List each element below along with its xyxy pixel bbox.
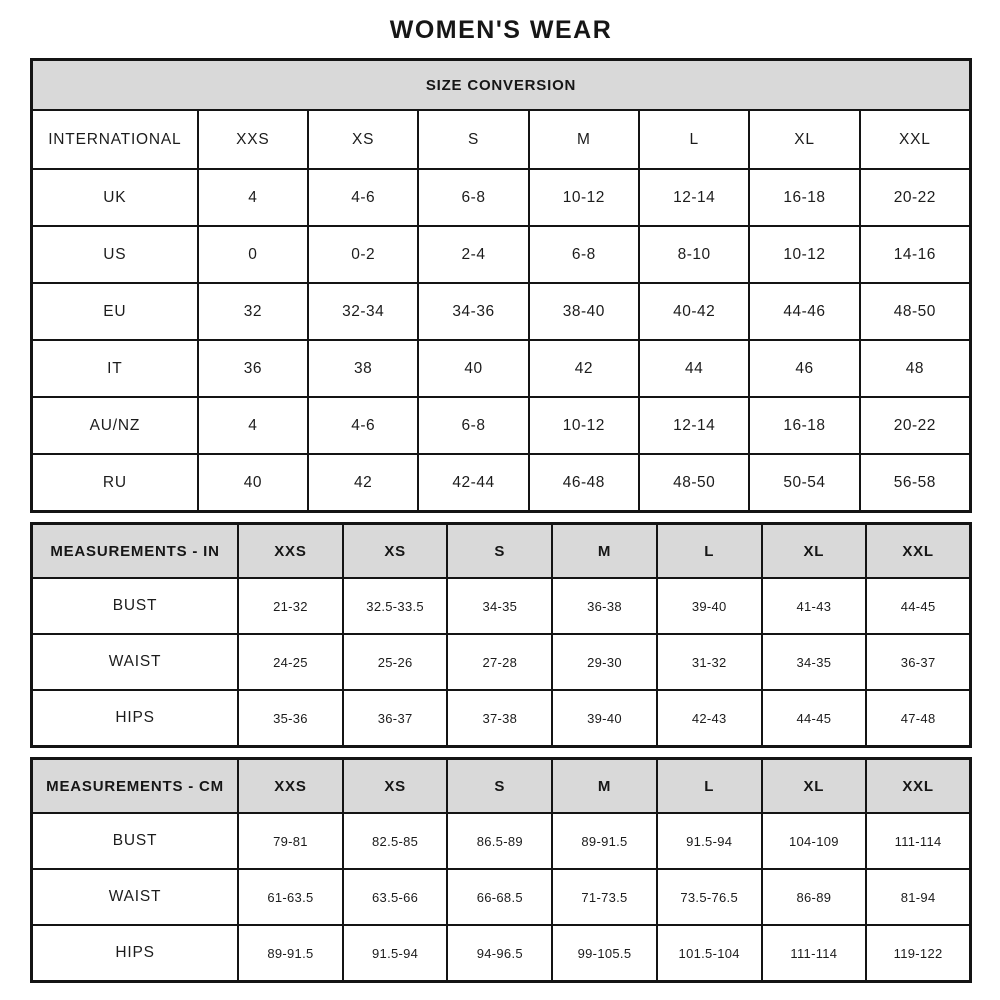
value-cell: 14-16 (860, 226, 971, 283)
value-cell: 104-109 (762, 813, 867, 869)
value-cell: 101.5-104 (657, 925, 762, 982)
value-cell: 40-42 (639, 283, 749, 340)
table-row (32, 454, 971, 512)
value-cell: 61-63.5 (238, 869, 343, 925)
column-header-xxl: XXL (866, 759, 970, 814)
value-cell: 66-68.5 (447, 869, 552, 925)
table-row (32, 925, 971, 982)
value-cell: 47-48 (866, 690, 970, 747)
value-cell: 46-48 (529, 454, 639, 512)
value-cell: 42 (529, 340, 639, 397)
value-cell: 89-91.5 (552, 813, 657, 869)
value-cell: 39-40 (552, 690, 657, 747)
row-label: AU/NZ (32, 397, 198, 454)
column-header-xl: XL (749, 110, 859, 169)
value-cell: 4-6 (308, 169, 418, 226)
value-cell: 4 (198, 397, 308, 454)
column-header-xxs: XXS (198, 110, 308, 169)
row-label: HIPS (32, 690, 239, 747)
column-header-xl: XL (762, 524, 867, 579)
table-row (32, 578, 971, 634)
value-cell: 21-32 (238, 578, 343, 634)
column-header-l: L (657, 524, 762, 579)
value-cell: 99-105.5 (552, 925, 657, 982)
value-cell: 36-38 (552, 578, 657, 634)
value-cell: 6-8 (529, 226, 639, 283)
column-header-xl: XL (762, 759, 867, 814)
value-cell: 38 (308, 340, 418, 397)
size-conversion-table (30, 58, 972, 513)
column-header-international: INTERNATIONAL (32, 110, 198, 169)
size-conversion-title: SIZE CONVERSION (32, 60, 971, 111)
value-cell: 37-38 (447, 690, 552, 747)
value-cell: 24-25 (238, 634, 343, 690)
value-cell: 34-35 (447, 578, 552, 634)
value-cell: 44 (639, 340, 749, 397)
value-cell: 42-44 (418, 454, 528, 512)
row-label: RU (32, 454, 198, 512)
value-cell: 79-81 (238, 813, 343, 869)
value-cell: 48 (860, 340, 971, 397)
value-cell: 32 (198, 283, 308, 340)
measurements-in-title: MEASUREMENTS - IN (32, 524, 239, 579)
value-cell: 44-45 (762, 690, 867, 747)
value-cell: 36 (198, 340, 308, 397)
column-header-xs: XS (343, 524, 448, 579)
value-cell: 4 (198, 169, 308, 226)
value-cell: 91.5-94 (657, 813, 762, 869)
value-cell: 111-114 (762, 925, 867, 982)
value-cell: 35-36 (238, 690, 343, 747)
column-header-xxs: XXS (238, 524, 343, 579)
value-cell: 41-43 (762, 578, 867, 634)
row-label: HIPS (32, 925, 239, 982)
value-cell: 0-2 (308, 226, 418, 283)
column-header-xs: XS (343, 759, 448, 814)
value-cell: 8-10 (639, 226, 749, 283)
row-label: BUST (32, 813, 239, 869)
column-header-s: S (447, 759, 552, 814)
value-cell: 71-73.5 (552, 869, 657, 925)
column-header-s: S (447, 524, 552, 579)
value-cell: 12-14 (639, 169, 749, 226)
value-cell: 34-36 (418, 283, 528, 340)
column-header-m: M (552, 524, 657, 579)
column-header-l: L (639, 110, 749, 169)
column-header-m: M (552, 759, 657, 814)
value-cell: 31-32 (657, 634, 762, 690)
column-header-xxl: XXL (866, 524, 970, 579)
value-cell: 32-34 (308, 283, 418, 340)
value-cell: 63.5-66 (343, 869, 448, 925)
row-label: UK (32, 169, 198, 226)
table-row (32, 169, 971, 226)
value-cell: 86-89 (762, 869, 867, 925)
value-cell: 34-35 (762, 634, 867, 690)
value-cell: 16-18 (749, 397, 859, 454)
table-row (32, 813, 971, 869)
value-cell: 0 (198, 226, 308, 283)
row-label: IT (32, 340, 198, 397)
value-cell: 86.5-89 (447, 813, 552, 869)
value-cell: 6-8 (418, 169, 528, 226)
value-cell: 42 (308, 454, 418, 512)
value-cell: 36-37 (866, 634, 970, 690)
page-title: WOMEN'S WEAR (389, 16, 613, 44)
row-label: BUST (32, 578, 239, 634)
value-cell: 6-8 (418, 397, 528, 454)
value-cell: 56-58 (860, 454, 971, 512)
column-header-xxl: XXL (860, 110, 971, 169)
value-cell: 10-12 (749, 226, 859, 283)
table-header-row (32, 759, 971, 814)
table-band-title-row (32, 60, 971, 111)
value-cell: 89-91.5 (238, 925, 343, 982)
value-cell: 91.5-94 (343, 925, 448, 982)
value-cell: 44-46 (749, 283, 859, 340)
value-cell: 81-94 (866, 869, 970, 925)
measurements-cm-table (30, 757, 972, 983)
row-label: EU (32, 283, 198, 340)
table-row (32, 283, 971, 340)
table-row (32, 340, 971, 397)
value-cell: 32.5-33.5 (343, 578, 448, 634)
value-cell: 94-96.5 (447, 925, 552, 982)
row-label: US (32, 226, 198, 283)
value-cell: 29-30 (552, 634, 657, 690)
value-cell: 50-54 (749, 454, 859, 512)
table-row (32, 869, 971, 925)
value-cell: 42-43 (657, 690, 762, 747)
value-cell: 10-12 (529, 169, 639, 226)
column-header-m: M (529, 110, 639, 169)
value-cell: 4-6 (308, 397, 418, 454)
value-cell: 73.5-76.5 (657, 869, 762, 925)
value-cell: 119-122 (866, 925, 970, 982)
value-cell: 48-50 (639, 454, 749, 512)
table-header-row (32, 524, 971, 579)
column-header-l: L (657, 759, 762, 814)
value-cell: 27-28 (447, 634, 552, 690)
value-cell: 46 (749, 340, 859, 397)
value-cell: 2-4 (418, 226, 528, 283)
value-cell: 12-14 (639, 397, 749, 454)
value-cell: 20-22 (860, 397, 971, 454)
value-cell: 36-37 (343, 690, 448, 747)
value-cell: 38-40 (529, 283, 639, 340)
column-header-xs: XS (308, 110, 418, 169)
column-header-xxs: XXS (238, 759, 343, 814)
column-header-s: S (418, 110, 528, 169)
value-cell: 48-50 (860, 283, 971, 340)
value-cell: 10-12 (529, 397, 639, 454)
table-row (32, 690, 971, 747)
value-cell: 44-45 (866, 578, 970, 634)
row-label: WAIST (32, 634, 239, 690)
measurements-in-table (30, 522, 972, 748)
table-row (32, 226, 971, 283)
table-row (32, 634, 971, 690)
value-cell: 40 (198, 454, 308, 512)
value-cell: 25-26 (343, 634, 448, 690)
table-header-row (32, 110, 971, 169)
value-cell: 40 (418, 340, 528, 397)
value-cell: 39-40 (657, 578, 762, 634)
value-cell: 82.5-85 (343, 813, 448, 869)
value-cell: 16-18 (749, 169, 859, 226)
row-label: WAIST (32, 869, 239, 925)
measurements-cm-title: MEASUREMENTS - CM (32, 759, 239, 814)
table-row (32, 397, 971, 454)
value-cell: 20-22 (860, 169, 971, 226)
value-cell: 111-114 (866, 813, 970, 869)
